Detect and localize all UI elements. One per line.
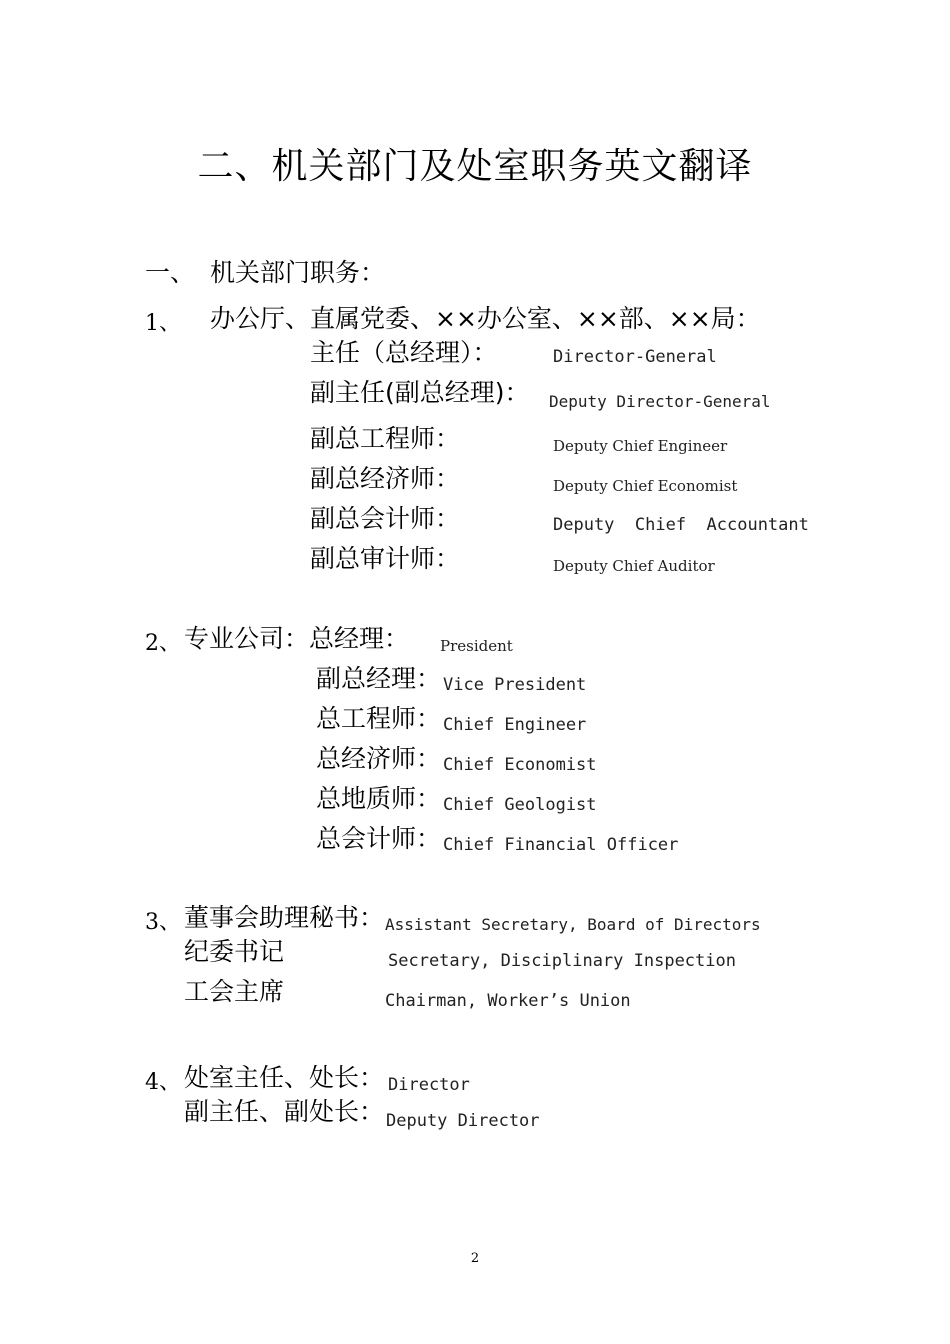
title-cn: 总会计师：	[316, 824, 442, 853]
title-en: Deputy Chief Auditor	[553, 557, 715, 575]
title-cn: 总经济师：	[316, 744, 442, 773]
title-en: Chief Economist	[443, 755, 597, 775]
item-number: 1、	[145, 311, 181, 336]
title-en: Vice President	[443, 675, 587, 695]
title-cn: 工会主席	[184, 977, 285, 1006]
title-cn: 副主任、副处长：	[184, 1097, 385, 1126]
title-en: Chief Financial Officer	[443, 835, 679, 855]
page-number: 2	[470, 1251, 480, 1266]
title-cn: 总工程师：	[316, 704, 442, 733]
section-heading: 机关部门职务：	[210, 258, 386, 287]
item-heading: 专业公司：总经理：	[184, 624, 410, 653]
title-cn: 副总审计师：	[310, 544, 461, 573]
title-cn: 主任（总经理）：	[310, 338, 498, 367]
title-en: Deputy Director	[386, 1111, 540, 1131]
title-cn: 副总会计师：	[310, 504, 461, 533]
title-en: President	[440, 637, 513, 655]
title-en: Deputy Director-General	[549, 392, 771, 411]
item-number: 3、	[145, 910, 181, 935]
title-cn: 纪委书记	[184, 937, 285, 966]
item-heading: 办公厅、直属党委、××办公室、××部、××局：	[210, 304, 761, 333]
title-cn: 总地质师：	[316, 784, 442, 813]
item-number: 2、	[145, 631, 181, 656]
title-cn: 副总经理：	[316, 664, 442, 693]
title-en: Assistant Secretary, Board of Directors	[385, 915, 761, 934]
section-marker: 一、	[145, 258, 196, 287]
title-en: Deputy Chief Economist	[553, 477, 738, 495]
title-cn: 副主任(副总经理)：	[310, 378, 530, 407]
title-en: Director-General	[553, 347, 717, 367]
item-number: 4、	[145, 1070, 181, 1095]
title-cn: 副总经济师：	[310, 464, 461, 493]
title-cn: 副总工程师：	[310, 424, 461, 453]
page-title: 二、机关部门及处室职务英文翻译	[197, 146, 753, 187]
title-en: Chairman, Worker’s Union	[385, 991, 631, 1011]
title-en: Chief Geologist	[443, 795, 597, 815]
title-en: Deputy Chief Engineer	[553, 437, 728, 455]
title-en: Director	[388, 1075, 470, 1095]
title-cn: 处室主任、处长：	[184, 1063, 385, 1092]
title-en: Secretary, Disciplinary Inspection	[388, 951, 736, 971]
title-en: Deputy Chief Accountant	[553, 515, 809, 535]
title-cn: 董事会助理秘书：	[184, 903, 385, 932]
title-en: Chief Engineer	[443, 715, 587, 735]
